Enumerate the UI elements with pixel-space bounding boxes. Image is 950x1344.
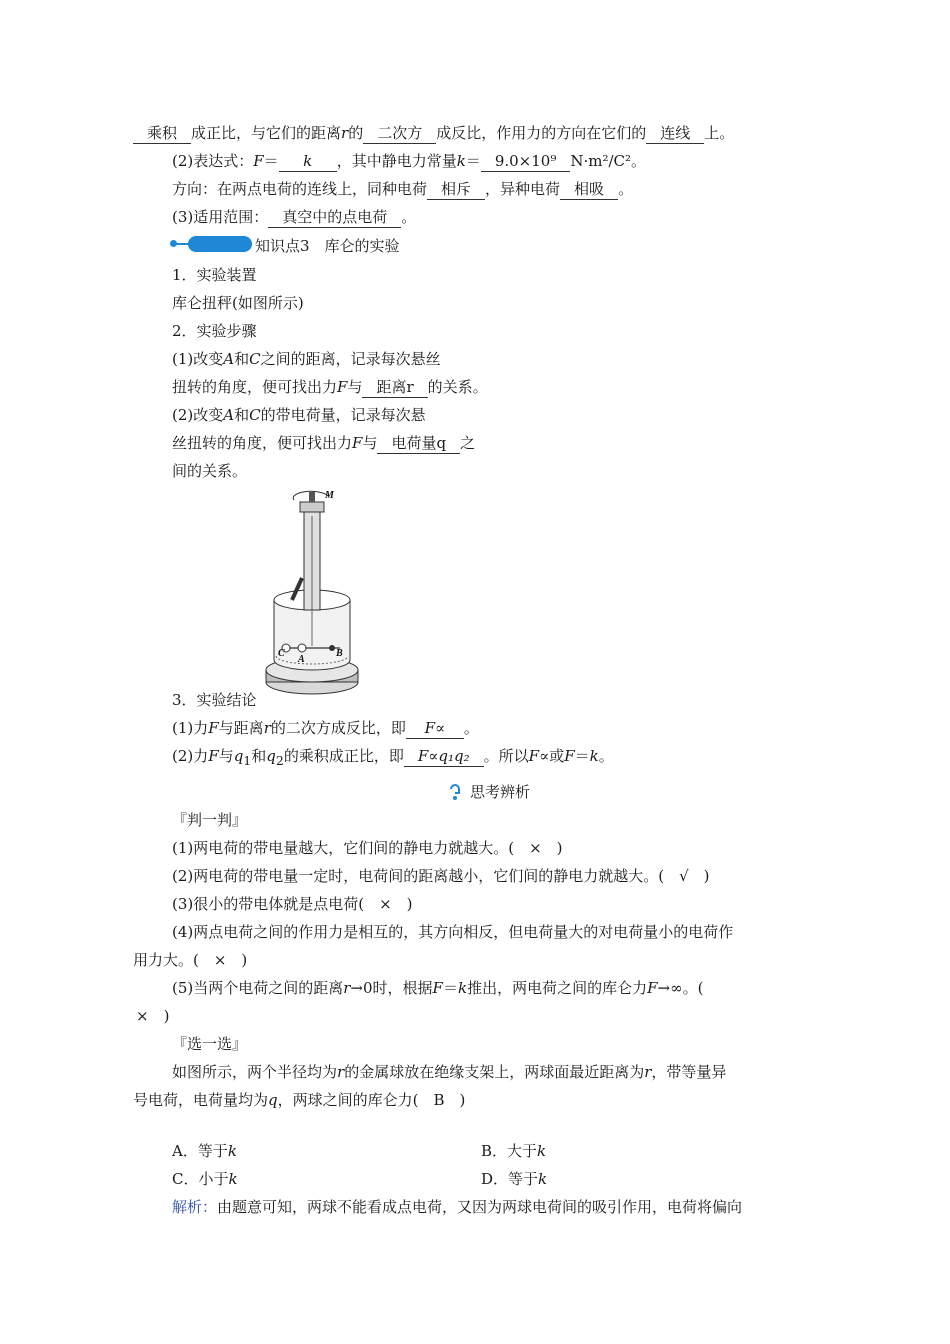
think-heading: 思考辨析 <box>470 783 531 801</box>
blank-constant: 9.0×10⁹ <box>481 151 571 172</box>
step-line-5: 间的关系。 <box>172 462 248 480</box>
analysis-line: 解析：由题意可知，两球不能看成点电荷，又因为两球电荷间的吸引作用，电荷将偏向 <box>172 1198 743 1216</box>
label-a: A <box>298 654 305 665</box>
step-heading-3: 3．实验结论 <box>172 691 257 709</box>
blank-attract: 相吸 <box>560 179 618 200</box>
law-line-1: 乘积 成正比，与它们的距离r的 二次方 成反比，作用力的方向在它们的 连线 上。 <box>133 123 734 144</box>
blank-scope: 真空中的点电荷 <box>268 207 401 228</box>
judge-item-5a: (5)当两个电荷之间的距离r→0时，根据F＝k推出，两电荷之间的库仑力F→∞。( <box>172 979 704 997</box>
step-line-4: 丝扭转的角度，便可找出力F与 电荷量q 之 <box>172 434 476 452</box>
blank-repel: 相斥 <box>427 179 485 200</box>
direction-line: 方向：在两点电荷的连线上，同种电荷 相斥 ，异种电荷 相吸 。 <box>172 180 634 198</box>
blank-distance: 距离r <box>362 377 427 398</box>
question-line-1: 如图所示，两个半径均为r的金属球放在绝缘支架上，两球面最近距离为r，带等量异 <box>172 1063 727 1081</box>
conclusion-1: (1)力F与距离r的二次方成反比，即 F∝ 。 <box>172 719 479 737</box>
judge-item-2: (2)两电荷的带电量一定时，电荷间的距离越小，它们间的静电力就越大。( √ ) <box>172 867 710 885</box>
judge-item-4b: 用力大。( × ) <box>133 951 248 969</box>
blank-product: 乘积 <box>133 123 191 144</box>
think-icon <box>448 781 462 801</box>
step-line-1: (1)改变A和C之间的距离，记录每次悬丝 <box>172 350 441 368</box>
option-a: A．等于k <box>172 1142 237 1160</box>
option-d: D．等于k <box>481 1170 548 1188</box>
question-line-2: 号电荷，电荷量均为q，两球之间的库仑力( B ) <box>133 1091 466 1109</box>
judge-item-3: (3)很小的带电体就是点电荷( × ) <box>172 895 413 913</box>
judge-item-1: (1)两电荷的带电量越大，它们间的静电力就越大。( × ) <box>172 839 563 857</box>
judge-item-4a: (4)两点电荷之间的作用力是相互的，其方向相反，但电荷量大的对电荷量小的电荷作 <box>172 923 734 941</box>
label-c: C <box>278 648 285 659</box>
conclusion-2: (2)力F与$q_1$和$q_2$的乘积成正比，即 F∝q₁q₂ 。所以F∝或F＝k。 <box>172 747 614 768</box>
choose-heading: 『选一选』 <box>172 1035 248 1053</box>
blank-line: 连线 <box>646 123 704 144</box>
formula-line: (2)表达式：F＝ k ，其中静电力常量k＝ 9.0×10⁹ N·m²/C²。 <box>172 152 647 170</box>
scope-line: (3)适用范围： 真空中的点电荷 。 <box>172 208 417 226</box>
label-m: M <box>325 490 334 501</box>
blank-square: 二次方 <box>363 123 436 144</box>
blank-k: k <box>279 151 337 172</box>
option-b: B．大于k <box>481 1142 547 1160</box>
section-heading: 知识点3 库仑的实验 <box>255 237 400 255</box>
judge-heading: 『判一判』 <box>172 811 248 829</box>
blank-inverse-square: F∝ <box>406 718 464 739</box>
torsion-balance-figure <box>262 488 362 700</box>
blank-charge: 电荷量q <box>377 433 460 454</box>
section-badge <box>188 236 252 252</box>
blank-product-relation: F∝q₁q₂ <box>404 746 484 767</box>
step-heading-1: 1．实验装置 <box>172 266 257 284</box>
step-line-2: 扭转的角度，便可找出力F与 距离r 的关系。 <box>172 378 488 396</box>
analysis-label: 解析： <box>172 1198 218 1216</box>
option-c: C．小于k <box>172 1170 238 1188</box>
apparatus-text: 库仑扭秤(如图所示) <box>172 294 304 312</box>
section-badge-dot <box>170 240 177 247</box>
label-b: B <box>336 648 343 659</box>
step-line-3: (2)改变A和C的带电荷量，记录每次悬 <box>172 406 426 424</box>
step-heading-2: 2．实验步骤 <box>172 322 257 340</box>
judge-item-5b: × ) <box>136 1007 170 1025</box>
